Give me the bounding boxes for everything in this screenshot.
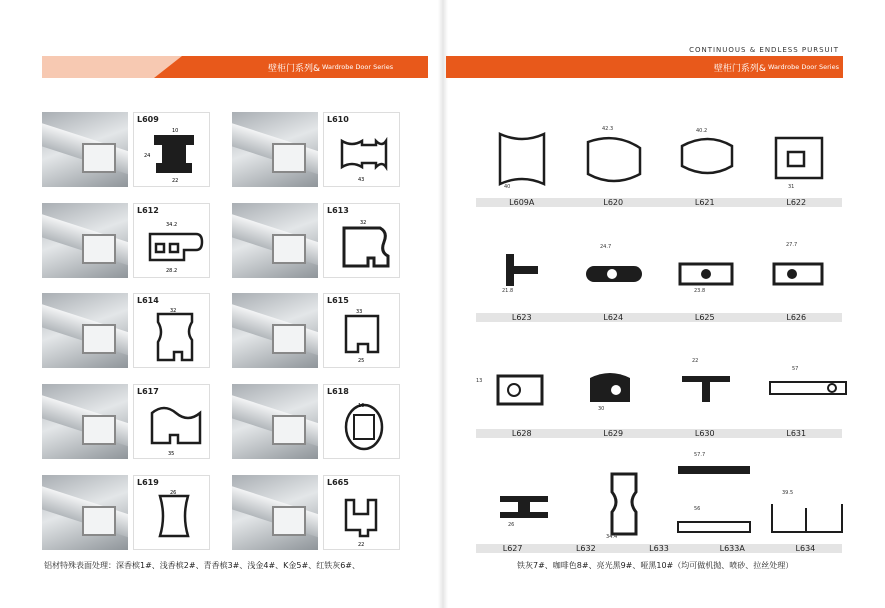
profile-photo-l617 [42, 384, 128, 459]
profile-drawing [334, 218, 394, 276]
dim-label: 33 [356, 309, 363, 315]
profile-drawing [334, 127, 394, 185]
left-title-en: Wardrobe Door Series [322, 63, 394, 71]
profile-code: L615 [327, 296, 349, 305]
profile-drawing-l625 [660, 240, 752, 310]
profile-code: L617 [137, 387, 159, 396]
dim-label: 24 [144, 153, 151, 159]
dim-label: 27.7 [786, 242, 798, 248]
profile-drawing-l630 [660, 356, 752, 426]
profile-code: L626 [786, 313, 807, 322]
label-row-1 [476, 198, 842, 207]
profile-drawing [144, 490, 204, 548]
dim-label: 24.7 [600, 244, 612, 250]
profile-card-l610 [323, 112, 400, 187]
right-title-en: Wardrobe Door Series [767, 63, 839, 71]
profile-card-l613 [323, 203, 400, 278]
profile-drawing [144, 308, 204, 366]
profile-code: L629 [603, 429, 624, 438]
profile-drawing-l627 [476, 472, 568, 542]
dim-label: 28.2 [166, 268, 178, 274]
profile-drawing-l624 [568, 240, 660, 310]
dim-label: 22 [358, 542, 365, 548]
dim-label: 30 [598, 406, 605, 412]
footer-left: 铝材特殊表面处理：深香槟1#、浅香槟2#、青香槟3#、浅金4#、K金5#、红铁灰6#、 [44, 561, 361, 570]
dim-label: 31 [788, 184, 795, 190]
dim-label: 34.2 [166, 222, 178, 228]
profile-code: L620 [603, 198, 624, 207]
profile-drawing-l609a [476, 122, 568, 192]
profile-code: L631 [786, 429, 807, 438]
dim-label: 21.8 [502, 288, 514, 294]
right-banner [446, 56, 843, 78]
dim-label: 57 [792, 366, 799, 372]
dim-label: 25 [358, 358, 365, 364]
profile-photo-l614 [42, 293, 128, 368]
profile-drawing [334, 308, 394, 366]
footer-right: 铁灰7#、咖啡色8#、亮光黑9#、哑黑10#（均可做机抛、喷砂、拉丝处理） [517, 561, 794, 570]
profile-drawing-l621 [660, 122, 752, 192]
profile-code: L628 [511, 429, 532, 438]
profile-drawing-l620 [568, 122, 660, 192]
profile-photo-l618 [232, 384, 318, 459]
profile-code: L621 [694, 198, 715, 207]
dim-label: 39.5 [782, 490, 794, 496]
profile-code: L619 [137, 478, 159, 487]
profile-photo-l615 [232, 293, 318, 368]
profile-code: L630 [694, 429, 715, 438]
profile-drawing [144, 399, 204, 457]
dim-label: 40.2 [696, 128, 708, 134]
dim-label: 57.7 [694, 452, 706, 458]
dim-label: 10 [172, 128, 179, 134]
profile-drawing [144, 218, 204, 276]
profile-code: L612 [137, 206, 159, 215]
profile-card-l609 [133, 112, 210, 187]
slogan: CONTINUOUS & ENDLESS PURSUIT [689, 46, 839, 54]
dim-label: 42.3 [602, 126, 614, 132]
profile-card-l619 [133, 475, 210, 550]
profile-code: L610 [327, 115, 349, 124]
dim-label: 26 [508, 522, 515, 528]
profile-card-l615 [323, 293, 400, 368]
dim-label: 32 [170, 308, 177, 314]
profile-card-l665 [323, 475, 400, 550]
profile-card-l614 [133, 293, 210, 368]
dim-label: 22 [692, 358, 699, 364]
label-row-2 [476, 313, 842, 322]
dim-label: 40 [504, 184, 511, 190]
dim-label: 35 [168, 451, 175, 457]
profile-code: L665 [327, 478, 349, 487]
profile-code: L624 [603, 313, 624, 322]
profile-card-l617 [133, 384, 210, 459]
profile-drawing-l628 [476, 356, 568, 426]
dim-label: 32 [360, 220, 367, 226]
profile-photo-l613 [232, 203, 318, 278]
profile-photo-l609 [42, 112, 128, 187]
label-row-4 [476, 544, 842, 553]
left-banner [42, 56, 428, 78]
dim-label: 26 [170, 490, 177, 496]
profile-drawing-l629 [568, 356, 660, 426]
dim-label: 34.4 [606, 534, 618, 540]
profile-code: L633A [719, 544, 745, 553]
profile-code: L618 [327, 387, 349, 396]
profile-code: L634 [795, 544, 816, 553]
profile-code: L622 [786, 198, 807, 207]
profile-drawing [144, 127, 204, 185]
profile-drawing-l622 [752, 122, 844, 192]
dim-label: 56 [694, 506, 701, 512]
profile-code: L609 [137, 115, 159, 124]
right-title-cn: 壁柜门系列& [713, 63, 766, 74]
profile-code: L625 [694, 313, 715, 322]
page-fold [438, 0, 448, 608]
profile-code: L623 [511, 313, 532, 322]
profile-drawing-l626 [752, 240, 844, 310]
dim-label: 13 [476, 378, 483, 384]
profile-code: L609A [509, 198, 535, 207]
profile-drawing [334, 490, 394, 548]
dim-label: 43 [358, 177, 365, 183]
profile-code: L613 [327, 206, 349, 215]
profile-drawing [334, 399, 394, 457]
dim-label: 23.8 [694, 288, 706, 294]
profile-photo-l665 [232, 475, 318, 550]
profile-code: L614 [137, 296, 159, 305]
label-row-3 [476, 429, 842, 438]
profile-code: L633 [649, 544, 669, 553]
profile-photo-l610 [232, 112, 318, 187]
profile-photo-l612 [42, 203, 128, 278]
left-title-cn: 壁柜门系列& [268, 63, 321, 74]
profile-code: L627 [502, 544, 523, 553]
profile-card-l612 [133, 203, 210, 278]
dim-label: 22 [172, 178, 179, 184]
profile-drawing-l631 [752, 356, 844, 426]
profile-drawing-l632 [580, 462, 672, 540]
profile-card-l618 [323, 384, 400, 459]
dim-label: 16 [358, 403, 365, 409]
profile-drawing-l623 [476, 240, 568, 310]
profile-code: L632 [575, 544, 596, 553]
profile-photo-l619 [42, 475, 128, 550]
